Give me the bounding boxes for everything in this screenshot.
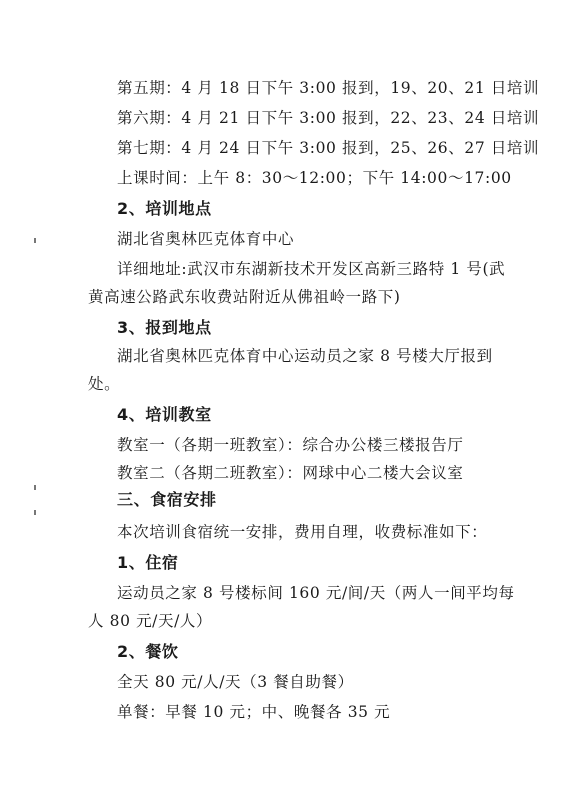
schedule-period-6: 第六期：4 月 21 日下午 3:00 报到，22、23、24 日培训	[117, 109, 540, 127]
meals-single: 单餐：早餐 10 元；中、晚餐各 35 元	[117, 703, 391, 721]
meals-heading: 2、餐饮	[117, 642, 179, 661]
training-address-line-2: 黄高速公路武东收费站附近从佛祖岭一路下)	[88, 288, 401, 306]
schedule-period-5: 第五期：4 月 18 日下午 3:00 报到，19、20、21 日培训	[117, 79, 540, 97]
class-time: 上课时间：上午 8：30～12:00；下午 14:00～17:00	[117, 169, 512, 187]
board-lodging-heading: 三、食宿安排	[117, 490, 217, 509]
margin-mark	[34, 485, 36, 490]
margin-mark	[34, 238, 36, 243]
meals-full-day: 全天 80 元/人/天（3 餐自助餐）	[117, 673, 354, 691]
registration-location-heading: 3、报到地点	[117, 318, 212, 337]
lodging-line-1: 运动员之家 8 号楼标间 160 元/间/天（两人一间平均每	[117, 584, 515, 602]
schedule-period-7: 第七期：4 月 24 日下午 3:00 报到，25、26、27 日培训	[117, 139, 540, 157]
classrooms-heading: 4、培训教室	[117, 405, 212, 424]
training-venue: 湖北省奥林匹克体育中心	[117, 230, 295, 248]
training-address-line-1: 详细地址:武汉市东湖新技术开发区高新三路特 1 号(武	[117, 260, 506, 278]
board-lodging-intro: 本次培训食宿统一安排，费用自理，收费标准如下：	[117, 523, 488, 541]
lodging-heading: 1、住宿	[117, 553, 179, 572]
lodging-line-2: 人 80 元/天/人）	[88, 612, 213, 630]
classroom-1: 教室一（各期一班教室）：综合办公楼三楼报告厅	[117, 436, 464, 454]
registration-location-line-1: 湖北省奥林匹克体育中心运动员之家 8 号楼大厅报到	[117, 347, 493, 365]
registration-location-line-2: 处。	[88, 375, 121, 393]
margin-mark	[34, 510, 36, 515]
classroom-2: 教室二（各期二班教室）：网球中心二楼大会议室	[117, 464, 464, 482]
training-location-heading: 2、培训地点	[117, 199, 212, 218]
